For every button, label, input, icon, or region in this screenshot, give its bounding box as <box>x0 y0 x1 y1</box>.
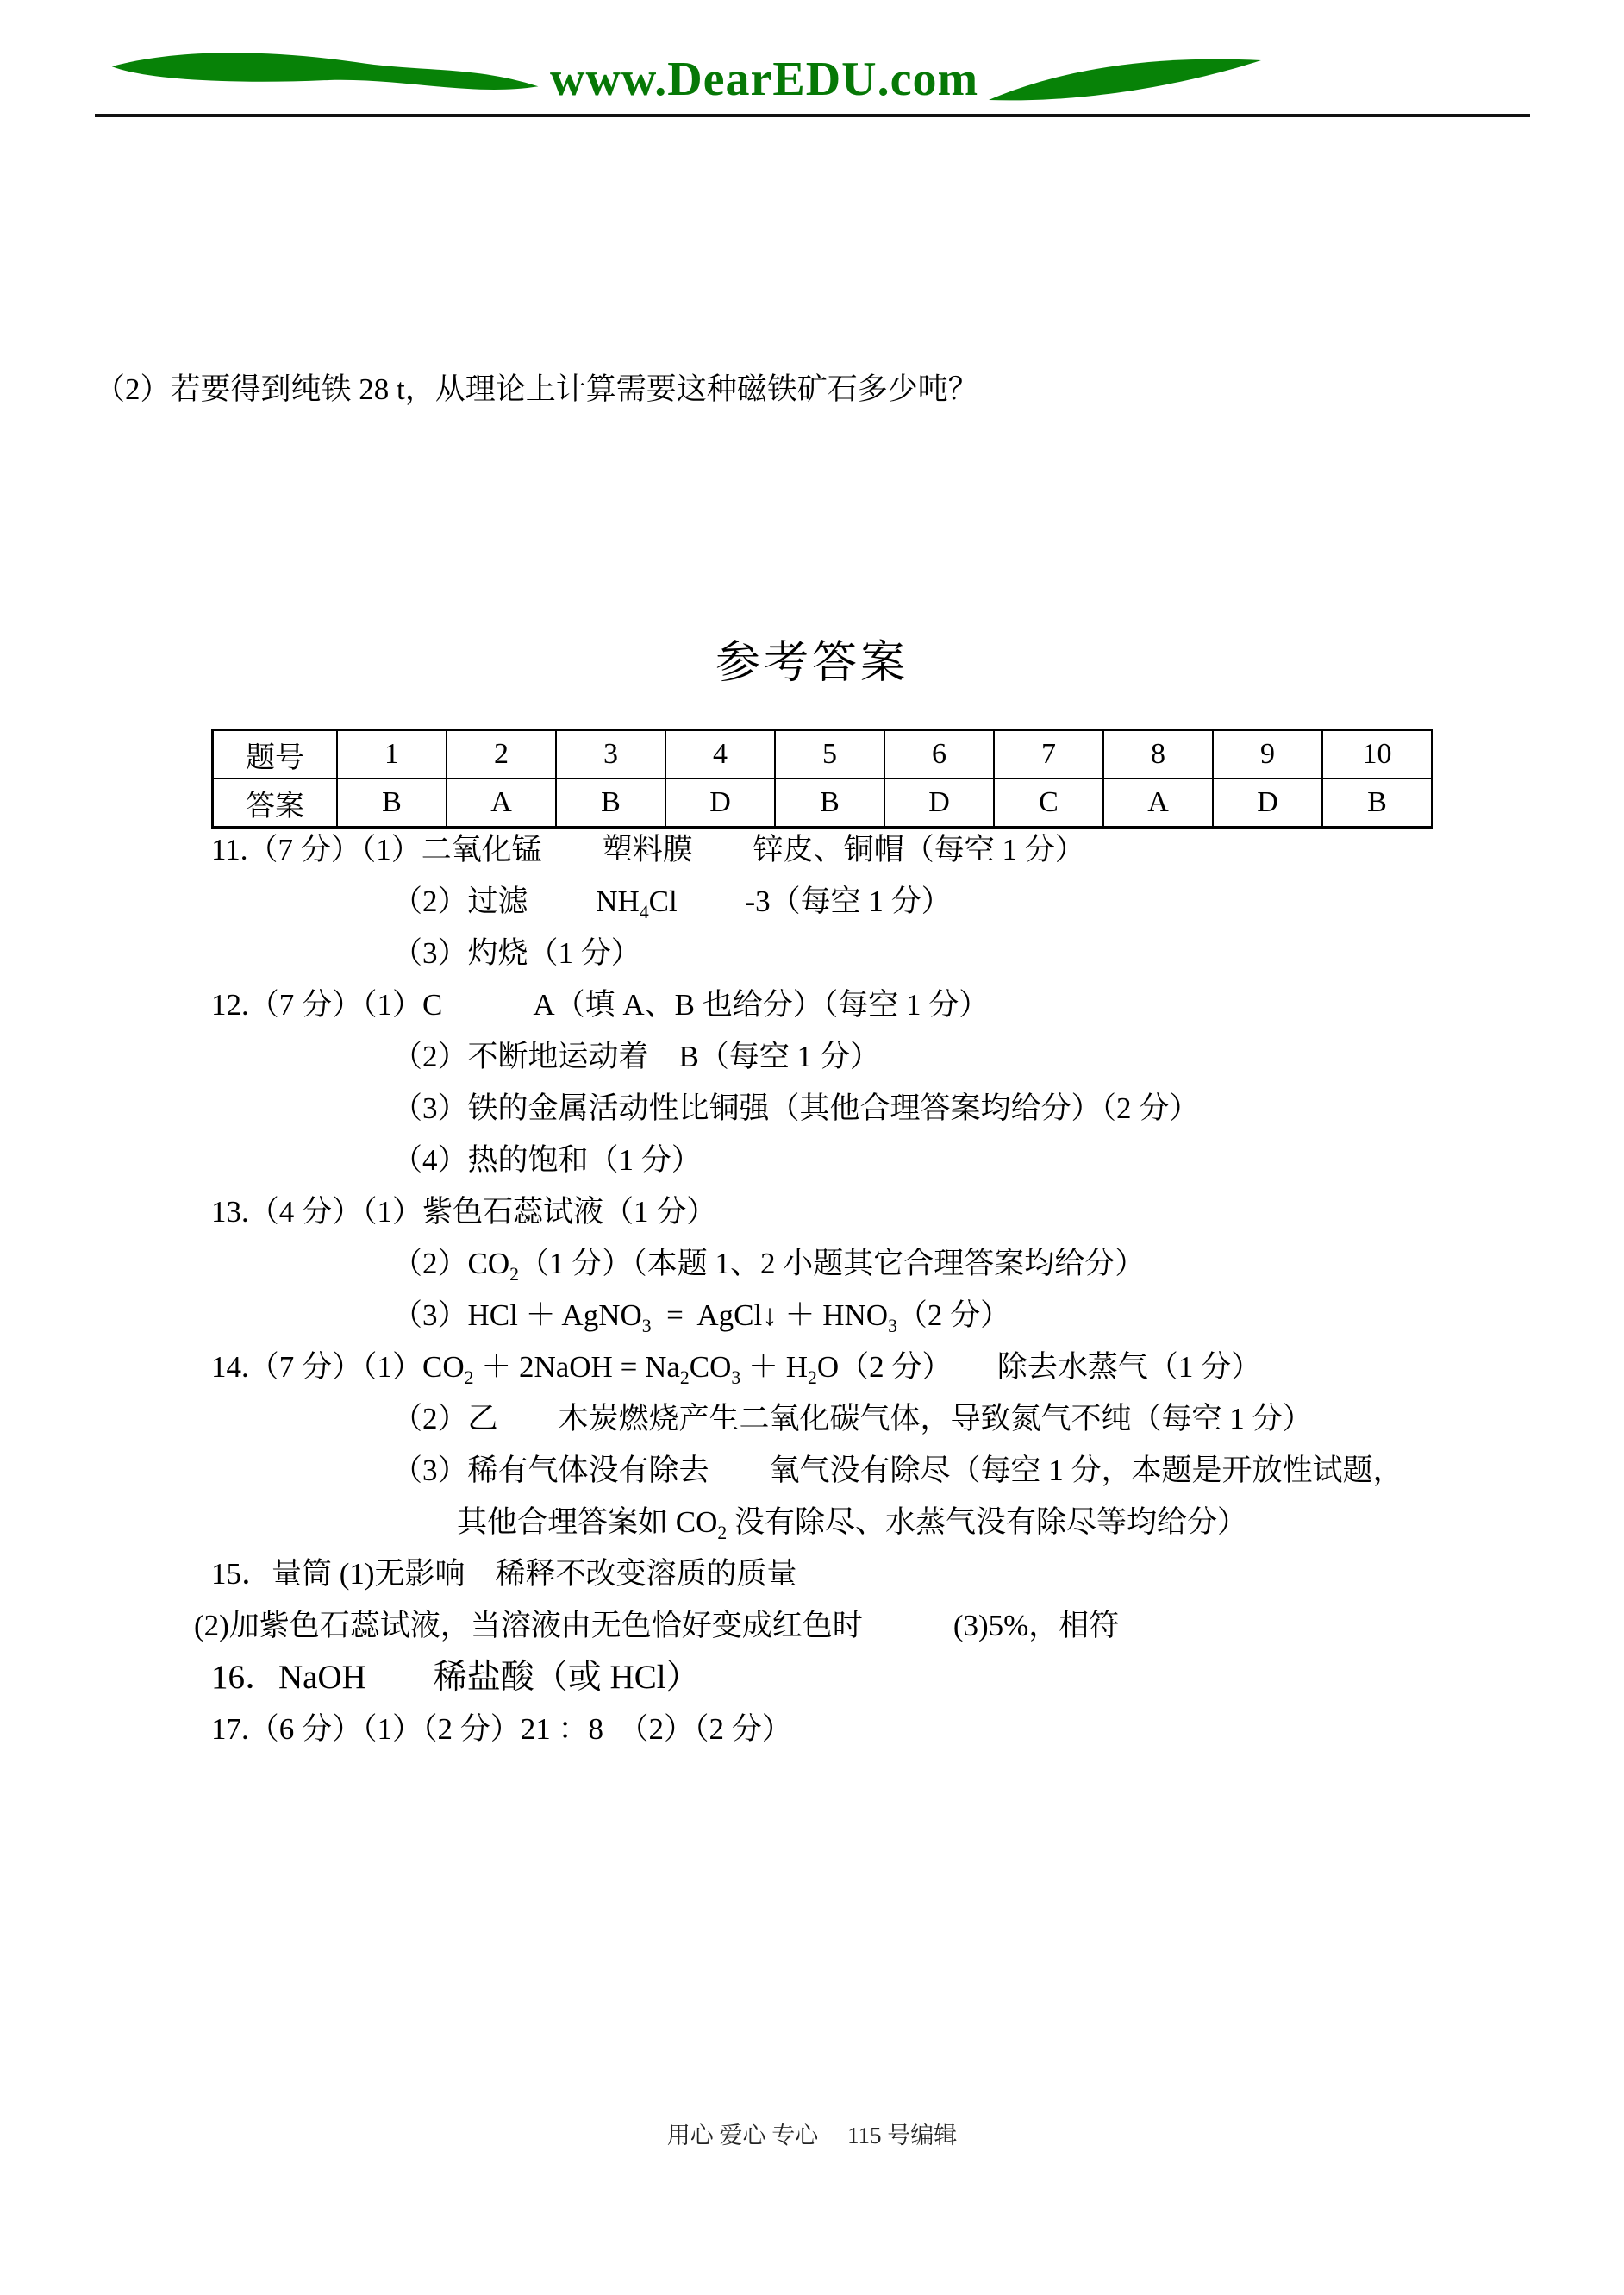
table-cell: 3 <box>556 730 665 779</box>
answer-line: 14.（7 分）$(1)CO_2$ ＋ 2NaOH = $Na_2CO_3 + H_2O(2$ 分） 除去水蒸气（1 分） <box>211 1350 1262 1388</box>
answer-line: 15．量筒 (1)无影响 稀释不改变溶质的质量 <box>211 1557 797 1591</box>
table-cell: A <box>1103 779 1213 828</box>
answer-line: （3）灼烧（1 分） <box>392 936 641 970</box>
chemical-subscript: 3 <box>641 1316 652 1336</box>
logo-text: www.DearEDU.com <box>550 53 979 106</box>
table-cell: 8 <box>1103 730 1213 779</box>
chemical-subscript: 2 <box>679 1367 690 1388</box>
answer-line: $(2)CO_2(1$ 分）（本题 1、2 小题其它合理答案均给分） <box>392 1247 1146 1285</box>
answer-line: （4）热的饱和（1 分） <box>392 1143 702 1177</box>
chemical-subscript: 3 <box>888 1316 897 1336</box>
table-cell: D <box>884 779 994 828</box>
answer-line: （2）过滤 $NH_4Cl$ -3（每空 1 分） <box>392 885 952 922</box>
answer-line: （2）乙 木炭燃烧产生二氧化碳气体，导致氮气不纯（每空 1 分） <box>392 1402 1313 1435</box>
table-cell: 题号 <box>213 730 338 779</box>
answers-title: 参考答案 <box>715 639 909 688</box>
question-text: （2）若要得到纯铁 28 t，从理论上计算需要这种磁铁矿石多少吨？ <box>95 372 978 406</box>
answer-line: （3）稀有气体没有除去 氧气没有除尽（每空 1 分，本题是开放性试题， <box>392 1454 1403 1487</box>
answer-line: （2）不断地运动着 B（每空 1 分） <box>392 1040 880 1073</box>
chemical-subscript: 2 <box>807 1367 817 1388</box>
answer-line: （3）铁的金属活动性比铜强（其他合理答案均给分）（2 分） <box>392 1091 1200 1125</box>
logo-swoosh-right-icon <box>987 53 1263 105</box>
table-cell: D <box>1213 779 1322 828</box>
table-cell: 6 <box>884 730 994 779</box>
answer-line: （3）HCl ＋ AgNO$_3$ = AgCl↓ ＋ $HNO_3(2$ 分） <box>392 1298 1011 1336</box>
table-cell: 2 <box>447 730 556 779</box>
chemical-subscript: 2 <box>464 1367 474 1388</box>
table-cell: B <box>556 779 665 828</box>
header-divider <box>95 114 1530 117</box>
answer-line: 12.（7 分）（1）C A（填 A、B 也给分）（每空 1 分） <box>211 988 990 1022</box>
table-cell: C <box>994 779 1103 828</box>
table-cell: B <box>1322 779 1433 828</box>
table-cell: 4 <box>665 730 775 779</box>
chemical-subscript: 3 <box>731 1367 741 1388</box>
table-cell: 5 <box>775 730 884 779</box>
table-cell: 10 <box>1322 730 1433 779</box>
logo-swoosh-left-icon <box>110 43 541 105</box>
table-cell: 答案 <box>213 779 338 828</box>
answer-line: 17.（6 分）（1）（2 分）21 ：8 （2）（2 分） <box>211 1712 792 1746</box>
answer-lines <box>0 824 1624 1755</box>
chemical-subscript: 2 <box>509 1264 519 1285</box>
table-cell: 9 <box>1213 730 1322 779</box>
answer-key-table <box>211 729 1433 829</box>
chemical-subscript: 4 <box>639 902 649 922</box>
footer-text: 用心 爱心 专心 115 号编辑 <box>666 2123 958 2148</box>
site-logo <box>110 43 1263 105</box>
table-cell: A <box>447 779 556 828</box>
table-cell: 7 <box>994 730 1103 779</box>
answer-line: (2)加紫色石蕊试液，当溶液由无色恰好变成红色时 (3)5%，相符 <box>194 1609 1120 1642</box>
answer-line: 16．NaOH 稀盐酸（或 HCl） <box>211 1659 700 1696</box>
table-cell: D <box>665 779 775 828</box>
answer-line: 11.（7 分）（1）二氧化锰 塑料膜 锌皮、铜帽（每空 1 分） <box>211 833 1085 866</box>
chemical-subscript: 2 <box>717 1523 728 1543</box>
answer-line: 13.（4 分）（1）紫色石蕊试液（1 分） <box>211 1195 717 1229</box>
table-row-numbers <box>213 730 1433 779</box>
table-cell: 1 <box>337 730 447 779</box>
answer-line: 其他合理答案如 $CO_2$ 没有除尽、水蒸气没有除尽等均给分） <box>457 1505 1247 1543</box>
table-cell: B <box>775 779 884 828</box>
table-cell: B <box>337 779 447 828</box>
table-row-answers <box>213 779 1433 828</box>
